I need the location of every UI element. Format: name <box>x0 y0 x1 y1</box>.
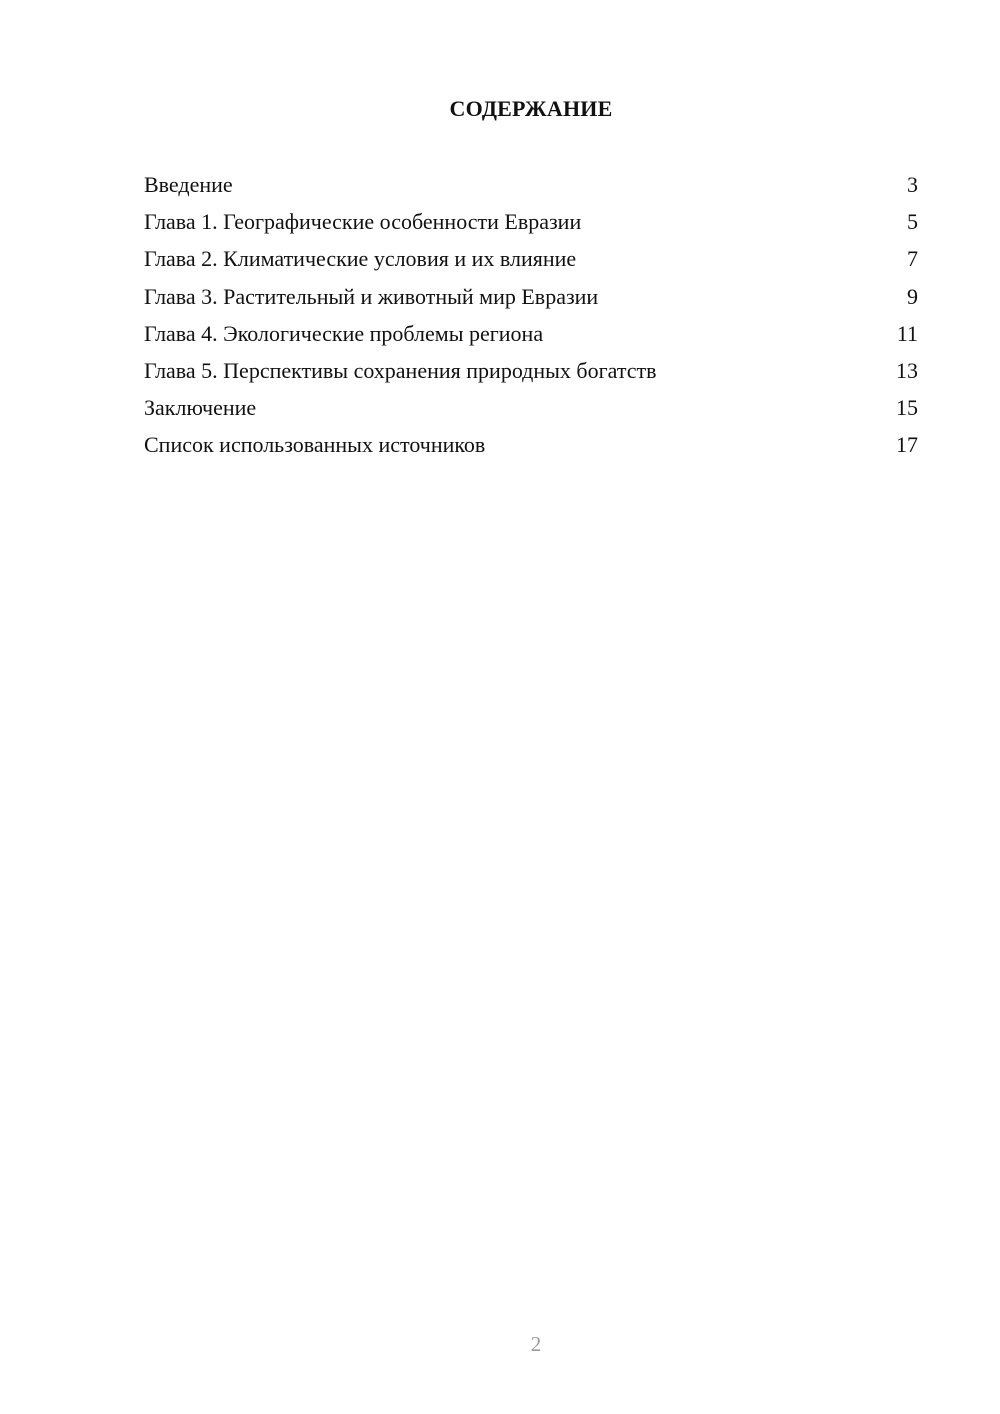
toc-entry-page: 13 <box>896 357 918 383</box>
toc-entry-label: Глава 2. Климатические условия и их влияние <box>144 246 577 272</box>
toc-entry-page: 3 <box>907 172 918 197</box>
toc-entry-label: Глава 3. Растительный и животный мир Евразии <box>144 283 599 309</box>
toc-entry-chapter-3[interactable] <box>144 282 918 319</box>
toc-entry-label: Список использованных источников <box>144 432 486 458</box>
toc-entry-conclusion[interactable] <box>144 393 918 430</box>
toc-entry-introduction[interactable] <box>144 170 918 207</box>
page-number: 2 <box>530 1332 542 1356</box>
table-of-contents <box>144 170 918 468</box>
toc-entry-page: 15 <box>896 395 918 421</box>
toc-entry-label: Заключение <box>144 395 257 421</box>
toc-entry-label: Глава 4. Экологические проблемы региона <box>144 320 544 346</box>
toc-entry-label: Глава 5. Перспективы сохранения природных богатств <box>144 357 657 383</box>
toc-entry-chapter-4[interactable] <box>144 319 918 356</box>
toc-entry-label: Введение <box>144 172 233 197</box>
toc-entry-label: Глава 1. Географические особенности Евразии <box>144 209 582 235</box>
toc-entry-chapter-2[interactable] <box>144 244 918 281</box>
toc-entry-chapter-5[interactable] <box>144 356 918 393</box>
toc-entry-page: 17 <box>896 432 918 458</box>
toc-entry-page: 11 <box>896 320 918 346</box>
toc-entry-chapter-1[interactable] <box>144 207 918 244</box>
toc-title: СОДЕРЖАНИЕ <box>449 96 613 121</box>
toc-entry-references[interactable] <box>144 430 918 467</box>
toc-entry-page: 9 <box>907 283 918 309</box>
toc-entry-page: 7 <box>907 246 918 272</box>
toc-entry-page: 5 <box>907 209 918 235</box>
